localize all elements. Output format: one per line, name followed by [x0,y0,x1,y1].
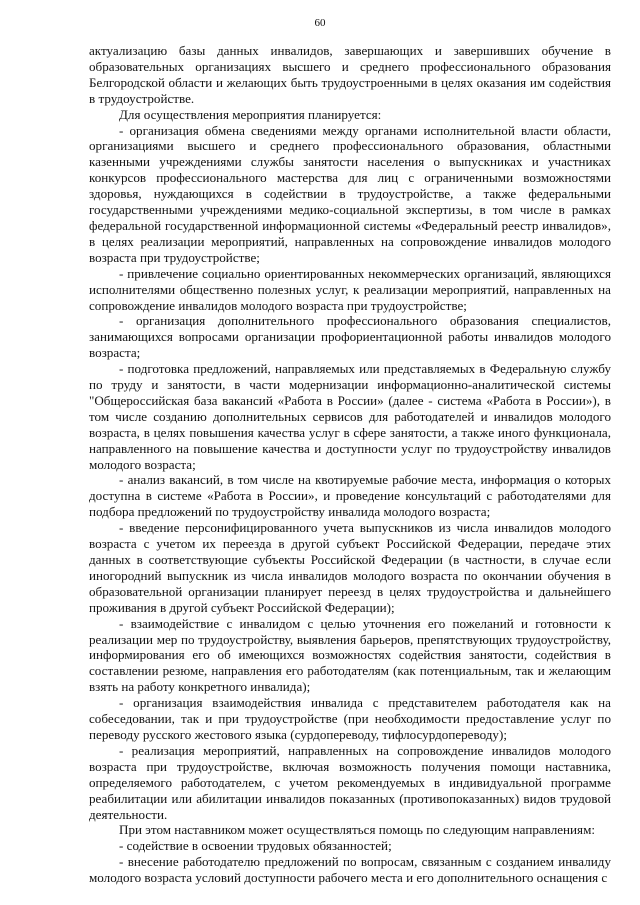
page-number: 60 [314,17,326,29]
paragraph: - содействие в освоении трудовых обязанностей; [119,838,392,854]
paragraph: При этом наставником может осуществляться помощь по следующим направлениям: [119,822,595,838]
paragraph: - реализация мероприятий, направленных на сопровождение инвалидов молодого возраста при трудоустройстве, включая возможность получения помощи наставника, определяемого работодателем, с учетом рекомендуемых в индивидуальной программе реабилитации или абилитации инвалидов показанных (противопоказанных) видов трудовой деятельности. [89,742,611,822]
paragraph: - организация дополнительного профессионального образования специалистов, занимающихся вопросами организации профориентационной работы инвалидов молодого возраста; [89,313,611,361]
paragraph: - организация взаимодействия инвалида с представителем работодателя как на собеседовании, так и при трудоустройстве (при необходимости предоставление услуг по переводу русского жестового языка (сурдопереводу, тифлосурдопереводу); [89,695,611,742]
paragraph: - подготовка предложений, направляемых или представляемых в Федеральную службу по труду и занятости, в части модернизации информационно-аналитической системы "Общероссийская база вакансий «Работа в России» (далее - система «Работа в России»), в том числе созданию дополнительных сервисов для работодателей и инвалидов молодого возраста, в целях повышения качества услуг в сфере занятости, а также иного функционала, направленного на повышение качества и доступности услуг по трудоустройству инвалидов молодого возраста; [89,361,611,472]
paragraph: - привлечение социально ориентированных некоммерческих организаций, являющихся исполнителями общественно полезных услуг, к реализации мероприятий, направленных на сопровождение инвалидов молодого возраста при трудоустройстве; [89,265,611,313]
paragraph: - внесение работодателю предложений по вопросам, связанным с созданием инвалиду молодого возраста условий доступности рабочего места и его дополнительного оснащения с [89,854,611,886]
paragraph: - организация обмена сведениями между органами исполнительной власти области, организациями высшего и среднего профессионального образования, областными казенными учреждениями службы занятости населения о выпускниках и участниках конкурсов профессионального мастерства для лиц с ограниченными возможностями здоровья, нуждающихся в содействии в трудоустройстве, а также федеральными государственными учреждениями медико-социальной экспертизы, в том числе в рамках федеральной государственной информационной системы «Федеральный реестр инвалидов», в целях реализации мероприятий, направленных на сопровождение инвалидов молодого возраста при трудоустройстве; [89,122,611,265]
paragraph: - анализ вакансий, в том числе на квотируемые рабочие места, информация о которых доступна в системе «Работа в России», и проведение консультаций с работодателями для подбора предложений по трудоустройству инвалида молодого возраста; [89,472,611,520]
paragraph: - взаимодействие с инвалидом с целью уточнения его пожеланий и готовности к реализации мер по трудоустройству, выявления барьеров, препятствующих трудоустройству, информирования его об имеющихся возможностях содействия занятости, содействия в составлении резюме, направления его работодателям (как потенциальным, так и желающим взять на работу конкретного инвалида); [89,615,611,695]
body-text [89,43,611,886]
paragraph: - введение персонифицированного учета выпускников из числа инвалидов молодого возраста с учетом их переезда в другой субъект Российской Федерации, передаче этих данных в соответствующие субъекты Российской Федерации (в частности, в случае если иногородний выпускник из числа инвалидов молодого возраста по окончании обучения в образовательной организации планирует переезд в целях трудоустройства и дальнейшего проживания в другой субъект Российской Федерации); [89,520,611,615]
paragraph: Для осуществления мероприятия планируется: [119,106,382,122]
paragraph: актуализацию базы данных инвалидов, завершающих и завершивших обучение в образовательных организациях высшего и среднего профессионального образования Белгородской области и желающих быть трудоустроенными в целях оказания им содействия в трудоустройстве. [89,43,611,106]
